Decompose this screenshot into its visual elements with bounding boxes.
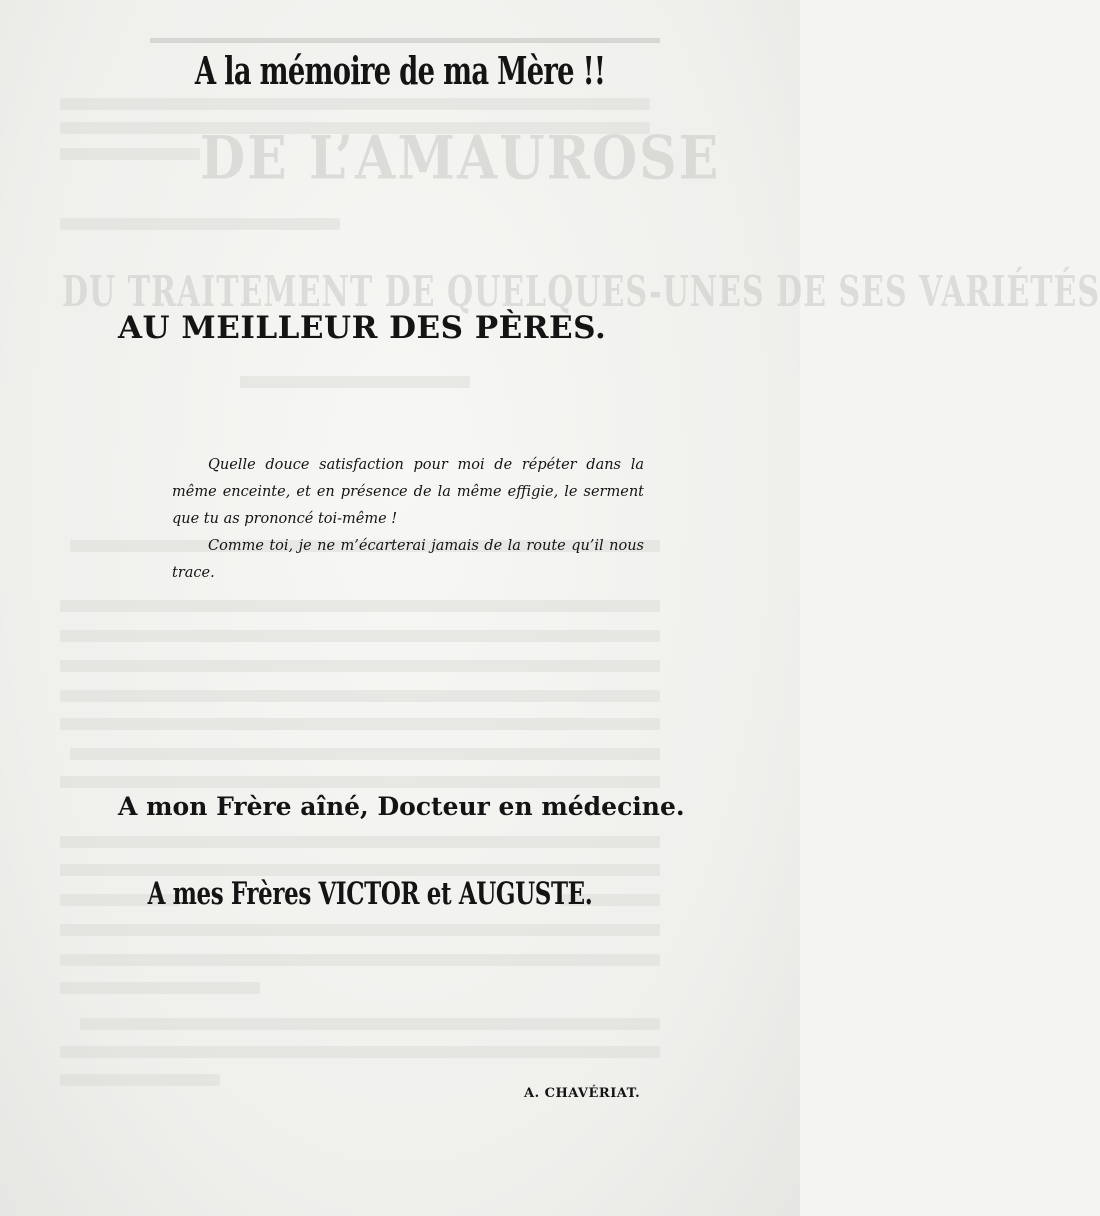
show-through-line (60, 660, 660, 672)
show-through-line (60, 864, 660, 876)
author-signature: A. CHAVÉRIAT. (524, 1086, 641, 1101)
show-through-line (60, 954, 660, 966)
show-through-line (60, 630, 660, 642)
show-through-line (60, 122, 650, 134)
show-through-line (60, 776, 660, 788)
show-through-line (80, 1018, 660, 1030)
dedication-quote (172, 452, 644, 587)
dedication-title-father: AU MEILLEUR DES PÈRES. (118, 310, 607, 346)
show-through-line (60, 1074, 220, 1086)
show-through-title: DE L’AMAUROSE (200, 123, 721, 194)
show-through-line (60, 148, 200, 160)
top-rule (150, 38, 660, 43)
dedication-brothers: A mes Frères VICTOR et AUGUSTE. (147, 876, 593, 912)
dedication-elder-brother: A mon Frère aîné, Docteur en médecine. (118, 792, 685, 821)
show-through-line (60, 690, 660, 702)
quote-paragraph: Quelle douce satisfaction pour moi de répéter dans la même enceinte, et en présence de la même effigie, le serment que tu as prononcé toi-même ! (172, 457, 644, 527)
show-through-line (60, 1046, 660, 1058)
show-through-line (60, 836, 660, 848)
show-through-subtitle: DU TRAITEMENT DE QUELQUES-UNES DE SES VARIÉTÉS (62, 268, 1100, 317)
show-through-line (60, 718, 660, 730)
show-through-line (60, 218, 340, 230)
show-through-line (60, 98, 650, 110)
show-through-line (60, 924, 660, 936)
show-through-line (60, 600, 660, 612)
show-through-line (70, 748, 660, 760)
dedication-title-mother: A la mémoire de ma Mère !! (194, 48, 606, 93)
quote-paragraph: Comme toi, je ne m’écarterai jamais de la route qu’il nous trace. (172, 538, 644, 581)
show-through-line (240, 376, 470, 388)
show-through-line (60, 982, 260, 994)
